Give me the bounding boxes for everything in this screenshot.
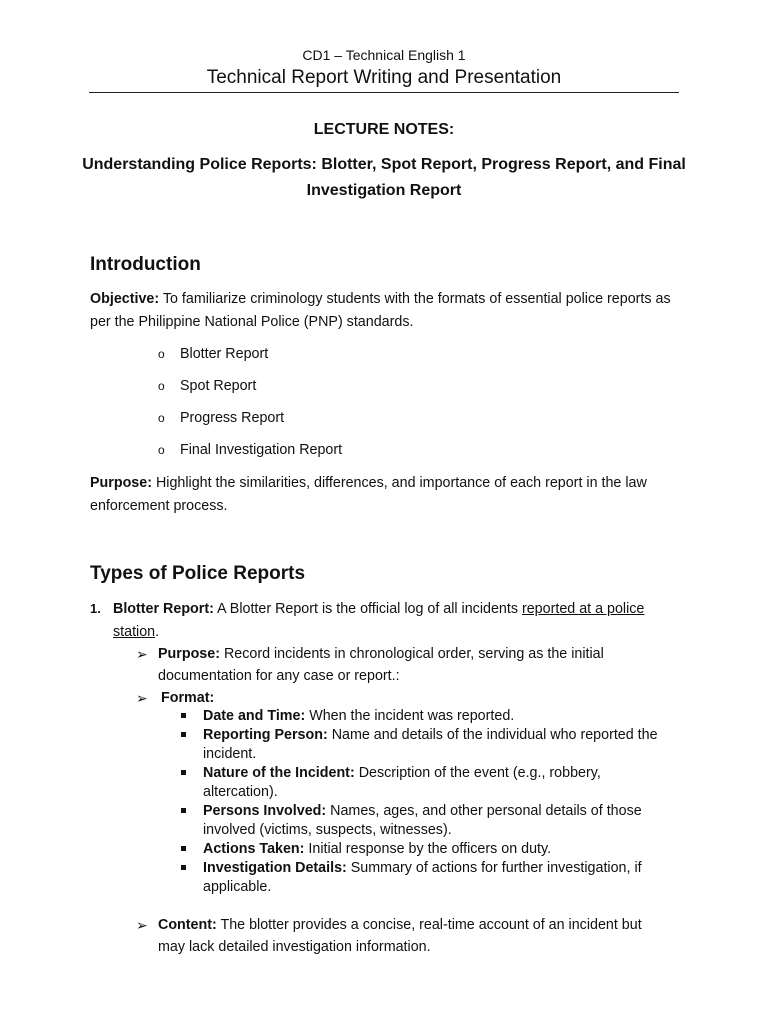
arrow-item-purpose: [136, 643, 666, 687]
list-item: [158, 442, 342, 458]
purpose-label: Purpose:: [158, 646, 220, 662]
arrow-bullet-icon: ➢: [136, 646, 148, 662]
arrow-item-content: [136, 914, 666, 958]
square-bullet-icon: [181, 808, 186, 813]
numbered-item-blotter: [90, 598, 670, 643]
underlined-phrase: reported at a police station: [113, 601, 645, 640]
circle-bullet-icon: o: [158, 443, 165, 457]
list-item: [180, 726, 670, 764]
format-list: [180, 707, 670, 897]
objective-text: To familiarize criminology students with the formats of essential police reports as per the Philippine National Police (PNP) standards.: [90, 291, 671, 330]
arrow-bullet-icon: ➢: [136, 917, 148, 933]
purpose-paragraph: [90, 472, 680, 517]
item-number: 1.: [90, 601, 101, 616]
purpose-label: Purpose:: [90, 475, 152, 491]
types-heading: Types of Police Reports: [90, 563, 306, 584]
content-label: Content:: [158, 917, 217, 933]
objective-label: Objective:: [90, 291, 160, 307]
blotter-label: Blotter Report:: [113, 601, 214, 617]
field-label: Persons Involved:: [203, 803, 327, 819]
list-item: [180, 707, 670, 726]
report-name: Spot Report: [180, 378, 257, 394]
square-bullet-icon: [181, 770, 186, 775]
field-label: Nature of the Incident:: [203, 765, 355, 781]
list-item: [158, 378, 256, 394]
introduction-heading: Introduction: [90, 254, 201, 275]
field-text: When the incident was reported.: [305, 708, 515, 724]
list-item: [180, 802, 670, 840]
document-header-title: Technical Report Writing and Presentation: [206, 67, 562, 88]
course-code: CD1 – Technical English 1: [302, 47, 466, 63]
circle-bullet-icon: o: [158, 379, 165, 393]
lecture-title: Understanding Police Reports: Blotter, Spot Report, Progress Report, and Final Investigation Report: [82, 156, 686, 199]
list-item: [158, 410, 284, 426]
list-item: [180, 840, 670, 859]
field-label: Reporting Person:: [203, 727, 328, 743]
arrow-item-format: [136, 687, 666, 709]
list-item: [180, 764, 670, 802]
square-bullet-icon: [181, 732, 186, 737]
objective-paragraph: [90, 288, 680, 333]
header-divider: [89, 92, 679, 93]
content-text: The blotter provides a concise, real-time account of an incident but may lack detailed investigation information.: [158, 917, 642, 955]
list-item: [158, 346, 268, 362]
blotter-text: A Blotter Report is the official log of all incidents: [213, 601, 522, 617]
field-text: Names, ages, and other personal details of those involved (victims, suspects, witnesses).: [203, 803, 642, 838]
field-label: Actions Taken:: [203, 841, 305, 857]
list-item: [180, 859, 670, 897]
square-bullet-icon: [181, 713, 186, 718]
format-label: Format:: [161, 690, 215, 706]
purpose-text: Highlight the similarities, differences, and importance of each report in the law enforcement process.: [90, 475, 647, 514]
field-label: Date and Time:: [203, 708, 306, 724]
lecture-label: LECTURE NOTES:: [313, 121, 455, 138]
report-name: Progress Report: [180, 410, 285, 426]
arrow-bullet-icon: ➢: [136, 690, 148, 706]
field-text: Summary of actions for further investigation, if applicable.: [203, 860, 642, 895]
field-text: Description of the event (e.g., robbery, altercation).: [203, 765, 601, 800]
field-text: Name and details of the individual who reported the incident.: [203, 727, 658, 762]
field-label: Investigation Details:: [203, 860, 347, 876]
period: .: [155, 623, 160, 640]
report-name: Blotter Report: [180, 346, 269, 362]
square-bullet-icon: [181, 865, 186, 870]
field-text: Initial response by the officers on duty.: [304, 841, 552, 857]
circle-bullet-icon: o: [158, 347, 165, 361]
circle-bullet-icon: o: [158, 411, 165, 425]
purpose-text: Record incidents in chronological order, serving as the initial documentation for any case or report.:: [158, 646, 604, 684]
square-bullet-icon: [181, 846, 186, 851]
report-name: Final Investigation Report: [180, 442, 343, 458]
